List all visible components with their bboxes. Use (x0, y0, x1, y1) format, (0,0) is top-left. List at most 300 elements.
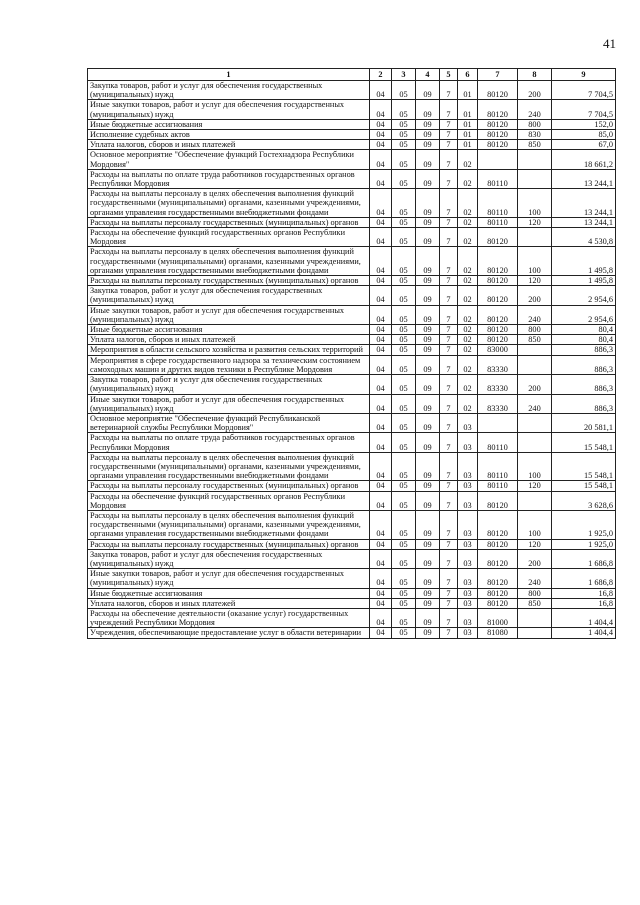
cell-code-pr: 05 (392, 588, 416, 598)
cell-code-vr (518, 491, 552, 510)
cell-code-rz: 04 (370, 491, 392, 510)
cell-amount: 1 686,8 (552, 549, 616, 568)
cell-code-csr-b: 7 (440, 539, 458, 549)
cell-code-vr: 240 (518, 569, 552, 588)
cell-code-rz: 04 (370, 375, 392, 394)
cell-code-csr-d: 80120 (478, 228, 518, 247)
cell-code-csr-b: 7 (440, 150, 458, 169)
cell-code-csr-c: 01 (458, 119, 478, 129)
table-row (88, 325, 616, 335)
cell-code-rz: 04 (370, 81, 392, 100)
cell-code-csr-a: 09 (416, 588, 440, 598)
table-body (88, 81, 616, 639)
cell-code-vr: 100 (518, 452, 552, 481)
cell-code-pr: 05 (392, 413, 416, 432)
table-row (88, 286, 616, 305)
cell-code-csr-a: 09 (416, 491, 440, 510)
cell-code-vr: 200 (518, 375, 552, 394)
cell-code-csr-c: 02 (458, 345, 478, 355)
cell-code-csr-c: 03 (458, 628, 478, 638)
cell-code-rz: 04 (370, 539, 392, 549)
cell-code-vr: 850 (518, 335, 552, 345)
table-row (88, 189, 616, 218)
cell-code-csr-d: 80120 (478, 588, 518, 598)
cell-code-rz: 04 (370, 130, 392, 140)
cell-name: Иные бюджетные ассигнования (88, 325, 370, 335)
cell-code-csr-b: 7 (440, 510, 458, 539)
cell-amount: 18 661,2 (552, 150, 616, 169)
cell-code-pr: 05 (392, 119, 416, 129)
cell-code-csr-d: 81080 (478, 628, 518, 638)
cell-code-vr: 100 (518, 510, 552, 539)
table-row (88, 433, 616, 452)
cell-code-rz: 04 (370, 286, 392, 305)
cell-code-csr-b: 7 (440, 335, 458, 345)
cell-code-pr: 05 (392, 305, 416, 324)
cell-amount: 15 548,1 (552, 452, 616, 481)
cell-amount: 1 686,8 (552, 569, 616, 588)
cell-code-rz: 04 (370, 355, 392, 374)
table-row (88, 355, 616, 374)
cell-amount: 1 925,0 (552, 539, 616, 549)
cell-code-pr: 05 (392, 345, 416, 355)
cell-name: Расходы на выплаты по оплате труда работников государственных органов Республики Мордовия (88, 433, 370, 452)
cell-code-csr-b: 7 (440, 81, 458, 100)
cell-amount: 886,3 (552, 375, 616, 394)
cell-code-csr-b: 7 (440, 355, 458, 374)
cell-code-csr-c: 03 (458, 413, 478, 432)
cell-code-csr-d: 80110 (478, 217, 518, 227)
table-row (88, 119, 616, 129)
cell-amount: 1 404,4 (552, 608, 616, 627)
cell-name: Расходы на обеспечение функций государственных органов Республики Мордовия (88, 491, 370, 510)
cell-code-csr-d: 83330 (478, 375, 518, 394)
cell-code-csr-d: 80120 (478, 325, 518, 335)
cell-code-csr-b: 7 (440, 491, 458, 510)
cell-code-rz: 04 (370, 150, 392, 169)
cell-code-rz: 04 (370, 628, 392, 638)
cell-code-csr-a: 09 (416, 276, 440, 286)
cell-name: Расходы на выплаты персоналу государственных (муниципальных) органов (88, 217, 370, 227)
cell-code-csr-d: 80120 (478, 130, 518, 140)
cell-code-csr-a: 09 (416, 510, 440, 539)
table-row (88, 247, 616, 276)
cell-code-vr: 200 (518, 81, 552, 100)
cell-code-pr: 05 (392, 394, 416, 413)
cell-code-csr-b: 7 (440, 345, 458, 355)
cell-code-pr: 05 (392, 100, 416, 119)
column-header-code-csr-c: 6 (458, 69, 478, 81)
cell-amount: 886,3 (552, 355, 616, 374)
cell-code-csr-a: 09 (416, 119, 440, 129)
cell-code-rz: 04 (370, 608, 392, 627)
cell-code-vr (518, 413, 552, 432)
cell-code-csr-a: 09 (416, 375, 440, 394)
cell-code-csr-d (478, 413, 518, 432)
cell-code-vr: 120 (518, 276, 552, 286)
cell-name: Расходы на выплаты персоналу в целях обеспечения выполнения функций государственными (муниципальными) органами, казенными учреждениями, органами управления государственными внебюджетными фондами (88, 247, 370, 276)
cell-code-rz: 04 (370, 217, 392, 227)
cell-code-csr-a: 09 (416, 539, 440, 549)
cell-code-vr (518, 608, 552, 627)
cell-code-csr-d (478, 150, 518, 169)
cell-code-vr (518, 228, 552, 247)
table-row (88, 169, 616, 188)
table-row (88, 375, 616, 394)
cell-code-csr-d: 83000 (478, 345, 518, 355)
cell-code-vr: 200 (518, 286, 552, 305)
cell-amount: 80,4 (552, 325, 616, 335)
cell-code-vr: 120 (518, 539, 552, 549)
cell-amount: 85,0 (552, 130, 616, 140)
cell-code-csr-c: 03 (458, 452, 478, 481)
cell-code-csr-c: 02 (458, 375, 478, 394)
cell-code-csr-a: 09 (416, 569, 440, 588)
cell-code-rz: 04 (370, 169, 392, 188)
cell-code-csr-a: 09 (416, 598, 440, 608)
cell-name: Мероприятия в сфере государственного надзора за техническим состоянием самоходных машин и других видов техники в Республике Мордовия (88, 355, 370, 374)
cell-amount: 2 954,6 (552, 305, 616, 324)
cell-code-rz: 04 (370, 598, 392, 608)
cell-code-csr-d: 80110 (478, 481, 518, 491)
cell-code-csr-c: 03 (458, 481, 478, 491)
cell-code-rz: 04 (370, 413, 392, 432)
column-header-name: 1 (88, 69, 370, 81)
cell-name: Иные бюджетные ассигнования (88, 119, 370, 129)
cell-code-vr: 100 (518, 247, 552, 276)
cell-name: Закупка товаров, работ и услуг для обеспечения государственных (муниципальных) нужд (88, 375, 370, 394)
column-header-code-csr-d: 7 (478, 69, 518, 81)
cell-name: Учреждения, обеспечивающие предоставление услуг в области ветеринарии (88, 628, 370, 638)
cell-code-pr: 05 (392, 375, 416, 394)
cell-amount: 20 581,1 (552, 413, 616, 432)
cell-amount: 1 495,8 (552, 276, 616, 286)
cell-code-csr-b: 7 (440, 276, 458, 286)
cell-code-csr-b: 7 (440, 305, 458, 324)
cell-code-csr-b: 7 (440, 169, 458, 188)
cell-code-csr-b: 7 (440, 452, 458, 481)
cell-code-pr: 05 (392, 452, 416, 481)
cell-code-pr: 05 (392, 335, 416, 345)
table-row (88, 608, 616, 627)
cell-code-csr-c: 03 (458, 608, 478, 627)
cell-code-csr-b: 7 (440, 247, 458, 276)
cell-code-pr: 05 (392, 481, 416, 491)
column-header-code-csr-b: 5 (440, 69, 458, 81)
cell-code-pr: 05 (392, 549, 416, 568)
cell-code-csr-d: 80120 (478, 598, 518, 608)
cell-name: Основное мероприятие "Обеспечение функций Гостехнадзора Республики Мордовия" (88, 150, 370, 169)
cell-code-vr: 800 (518, 119, 552, 129)
cell-code-vr (518, 150, 552, 169)
cell-code-csr-c: 01 (458, 140, 478, 150)
table-row (88, 588, 616, 598)
cell-code-rz: 04 (370, 305, 392, 324)
table-row (88, 598, 616, 608)
cell-code-csr-d: 80120 (478, 305, 518, 324)
cell-code-rz: 04 (370, 247, 392, 276)
column-header-code-pr: 3 (392, 69, 416, 81)
cell-code-vr (518, 345, 552, 355)
cell-name: Расходы на выплаты персоналу государственных (муниципальных) органов (88, 276, 370, 286)
cell-code-vr: 240 (518, 305, 552, 324)
table-row (88, 217, 616, 227)
cell-code-rz: 04 (370, 433, 392, 452)
cell-code-csr-b: 7 (440, 325, 458, 335)
table-row (88, 394, 616, 413)
cell-code-csr-c: 02 (458, 325, 478, 335)
cell-code-vr: 120 (518, 481, 552, 491)
cell-name: Закупка товаров, работ и услуг для обеспечения государственных (муниципальных) нужд (88, 549, 370, 568)
cell-name: Расходы на выплаты персоналу государственных (муниципальных) органов (88, 539, 370, 549)
cell-code-rz: 04 (370, 588, 392, 598)
cell-code-csr-c: 02 (458, 276, 478, 286)
cell-code-csr-a: 09 (416, 325, 440, 335)
cell-amount: 3 628,6 (552, 491, 616, 510)
cell-code-csr-b: 7 (440, 588, 458, 598)
cell-code-csr-c: 02 (458, 228, 478, 247)
cell-code-csr-b: 7 (440, 549, 458, 568)
table-row (88, 228, 616, 247)
cell-amount: 13 244,1 (552, 189, 616, 218)
cell-name: Основное мероприятие "Обеспечение функций Республиканской ветеринарной службы Республики Мордовия" (88, 413, 370, 432)
table-row (88, 130, 616, 140)
cell-code-csr-c: 02 (458, 305, 478, 324)
cell-code-pr: 05 (392, 355, 416, 374)
cell-amount: 886,3 (552, 345, 616, 355)
cell-amount: 1 404,4 (552, 628, 616, 638)
cell-code-pr: 05 (392, 325, 416, 335)
cell-code-csr-b: 7 (440, 598, 458, 608)
cell-code-csr-a: 09 (416, 305, 440, 324)
cell-code-csr-a: 09 (416, 150, 440, 169)
cell-name: Расходы на обеспечение деятельности (оказание услуг) государственных учреждений Республики Мордовия (88, 608, 370, 627)
cell-code-csr-a: 09 (416, 355, 440, 374)
cell-name: Расходы на выплаты персоналу государственных (муниципальных) органов (88, 481, 370, 491)
cell-code-csr-a: 09 (416, 549, 440, 568)
cell-code-rz: 04 (370, 335, 392, 345)
cell-amount: 15 548,1 (552, 481, 616, 491)
cell-code-csr-d: 80120 (478, 569, 518, 588)
cell-code-rz: 04 (370, 394, 392, 413)
cell-name: Иные закупки товаров, работ и услуг для обеспечения государственных (муниципальных) нужд (88, 394, 370, 413)
budget-table (87, 68, 616, 639)
cell-code-csr-a: 09 (416, 81, 440, 100)
table-row (88, 491, 616, 510)
cell-amount: 13 244,1 (552, 169, 616, 188)
table-row (88, 549, 616, 568)
cell-code-vr: 800 (518, 588, 552, 598)
cell-amount: 886,3 (552, 394, 616, 413)
cell-code-vr (518, 355, 552, 374)
cell-amount: 16,8 (552, 598, 616, 608)
cell-code-csr-d: 80120 (478, 335, 518, 345)
cell-code-rz: 04 (370, 119, 392, 129)
cell-code-csr-c: 01 (458, 100, 478, 119)
cell-code-csr-c: 02 (458, 189, 478, 218)
table-row (88, 413, 616, 432)
cell-amount: 80,4 (552, 335, 616, 345)
cell-code-csr-b: 7 (440, 608, 458, 627)
cell-code-vr (518, 433, 552, 452)
table-row (88, 276, 616, 286)
cell-code-csr-c: 02 (458, 169, 478, 188)
cell-code-pr: 05 (392, 628, 416, 638)
table-row (88, 335, 616, 345)
cell-amount: 16,8 (552, 588, 616, 598)
cell-code-csr-c: 03 (458, 433, 478, 452)
cell-code-csr-b: 7 (440, 217, 458, 227)
cell-name: Расходы на обеспечение функций государственных органов Республики Мордовия (88, 228, 370, 247)
cell-code-pr: 05 (392, 247, 416, 276)
cell-code-rz: 04 (370, 189, 392, 218)
cell-code-csr-a: 09 (416, 394, 440, 413)
cell-code-pr: 05 (392, 539, 416, 549)
cell-code-vr: 830 (518, 130, 552, 140)
table-row (88, 481, 616, 491)
cell-code-csr-b: 7 (440, 394, 458, 413)
cell-amount: 15 548,1 (552, 433, 616, 452)
cell-code-rz: 04 (370, 549, 392, 568)
cell-name: Уплата налогов, сборов и иных платежей (88, 335, 370, 345)
cell-code-pr: 05 (392, 217, 416, 227)
cell-code-pr: 05 (392, 286, 416, 305)
cell-amount: 1 925,0 (552, 510, 616, 539)
cell-code-csr-c: 02 (458, 247, 478, 276)
table-row (88, 140, 616, 150)
cell-code-pr: 05 (392, 608, 416, 627)
cell-name: Исполнение судебных актов (88, 130, 370, 140)
cell-code-csr-c: 03 (458, 598, 478, 608)
cell-code-csr-d: 80120 (478, 276, 518, 286)
cell-code-csr-c: 01 (458, 130, 478, 140)
cell-code-pr: 05 (392, 569, 416, 588)
cell-code-csr-d: 83330 (478, 394, 518, 413)
cell-code-csr-b: 7 (440, 119, 458, 129)
cell-name: Расходы на выплаты персоналу в целях обеспечения выполнения функций государственными (муниципальными) органами, казенными учреждениями, органами управления государственными внебюджетными фондами (88, 189, 370, 218)
cell-code-csr-b: 7 (440, 433, 458, 452)
cell-code-csr-d: 80120 (478, 539, 518, 549)
cell-code-csr-a: 09 (416, 335, 440, 345)
cell-code-csr-b: 7 (440, 228, 458, 247)
column-header-code-rz: 2 (370, 69, 392, 81)
cell-code-csr-d: 80120 (478, 119, 518, 129)
cell-code-csr-b: 7 (440, 569, 458, 588)
cell-code-vr: 240 (518, 394, 552, 413)
cell-code-pr: 05 (392, 150, 416, 169)
cell-name: Иные закупки товаров, работ и услуг для обеспечения государственных (муниципальных) нужд (88, 569, 370, 588)
cell-code-csr-b: 7 (440, 628, 458, 638)
cell-code-pr: 05 (392, 169, 416, 188)
cell-code-vr: 850 (518, 140, 552, 150)
cell-code-csr-c: 02 (458, 394, 478, 413)
cell-code-csr-a: 09 (416, 100, 440, 119)
cell-code-rz: 04 (370, 452, 392, 481)
cell-amount: 7 704,5 (552, 81, 616, 100)
cell-code-csr-d: 80110 (478, 452, 518, 481)
cell-code-pr: 05 (392, 433, 416, 452)
cell-code-csr-a: 09 (416, 608, 440, 627)
cell-code-pr: 05 (392, 81, 416, 100)
cell-code-csr-c: 02 (458, 335, 478, 345)
cell-code-csr-c: 03 (458, 569, 478, 588)
cell-code-csr-a: 09 (416, 628, 440, 638)
table-row (88, 81, 616, 100)
column-header-amount: 9 (552, 69, 616, 81)
cell-code-csr-b: 7 (440, 100, 458, 119)
cell-code-pr: 05 (392, 140, 416, 150)
table-row (88, 510, 616, 539)
column-header-code-vr: 8 (518, 69, 552, 81)
cell-code-csr-c: 03 (458, 588, 478, 598)
cell-code-csr-b: 7 (440, 130, 458, 140)
cell-code-rz: 04 (370, 228, 392, 247)
table-row (88, 150, 616, 169)
cell-amount: 4 530,8 (552, 228, 616, 247)
cell-code-rz: 04 (370, 325, 392, 335)
cell-code-pr: 05 (392, 491, 416, 510)
cell-code-csr-c: 03 (458, 491, 478, 510)
cell-code-csr-b: 7 (440, 189, 458, 218)
cell-code-csr-d: 81000 (478, 608, 518, 627)
cell-code-pr: 05 (392, 189, 416, 218)
cell-code-csr-d: 80120 (478, 81, 518, 100)
cell-code-csr-a: 09 (416, 345, 440, 355)
cell-name: Мероприятия в области сельского хозяйства и развития сельских территорий (88, 345, 370, 355)
cell-name: Иные закупки товаров, работ и услуг для обеспечения государственных (муниципальных) нужд (88, 100, 370, 119)
cell-code-csr-a: 09 (416, 247, 440, 276)
cell-code-rz: 04 (370, 481, 392, 491)
cell-code-csr-b: 7 (440, 375, 458, 394)
cell-code-rz: 04 (370, 140, 392, 150)
column-header-code-csr-a: 4 (416, 69, 440, 81)
cell-name: Расходы на выплаты персоналу в целях обеспечения выполнения функций государственными (муниципальными) органами, казенными учреждениями, органами управления государственными внебюджетными фондами (88, 510, 370, 539)
cell-code-csr-a: 09 (416, 286, 440, 305)
cell-amount: 67,0 (552, 140, 616, 150)
cell-code-rz: 04 (370, 345, 392, 355)
cell-name: Уплата налогов, сборов и иных платежей (88, 140, 370, 150)
table-row (88, 345, 616, 355)
cell-code-pr: 05 (392, 510, 416, 539)
cell-code-pr: 05 (392, 130, 416, 140)
cell-code-vr (518, 169, 552, 188)
cell-amount: 2 954,6 (552, 286, 616, 305)
cell-name: Уплата налогов, сборов и иных платежей (88, 598, 370, 608)
cell-code-csr-d: 80110 (478, 189, 518, 218)
cell-code-csr-d: 80120 (478, 100, 518, 119)
cell-code-rz: 04 (370, 276, 392, 286)
page-number: 41 (603, 36, 616, 51)
cell-code-csr-a: 09 (416, 481, 440, 491)
cell-amount: 152,0 (552, 119, 616, 129)
cell-code-vr: 100 (518, 189, 552, 218)
cell-code-vr (518, 628, 552, 638)
cell-code-csr-d: 80110 (478, 433, 518, 452)
cell-code-csr-c: 03 (458, 539, 478, 549)
cell-code-csr-a: 09 (416, 189, 440, 218)
cell-code-csr-d: 80120 (478, 510, 518, 539)
cell-code-csr-a: 09 (416, 433, 440, 452)
cell-code-csr-c: 03 (458, 510, 478, 539)
cell-name: Закупка товаров, работ и услуг для обеспечения государственных (муниципальных) нужд (88, 286, 370, 305)
cell-code-rz: 04 (370, 510, 392, 539)
cell-code-csr-c: 02 (458, 217, 478, 227)
cell-code-csr-c: 02 (458, 355, 478, 374)
cell-code-rz: 04 (370, 569, 392, 588)
table-row (88, 628, 616, 638)
cell-code-csr-a: 09 (416, 130, 440, 140)
cell-code-csr-b: 7 (440, 286, 458, 305)
